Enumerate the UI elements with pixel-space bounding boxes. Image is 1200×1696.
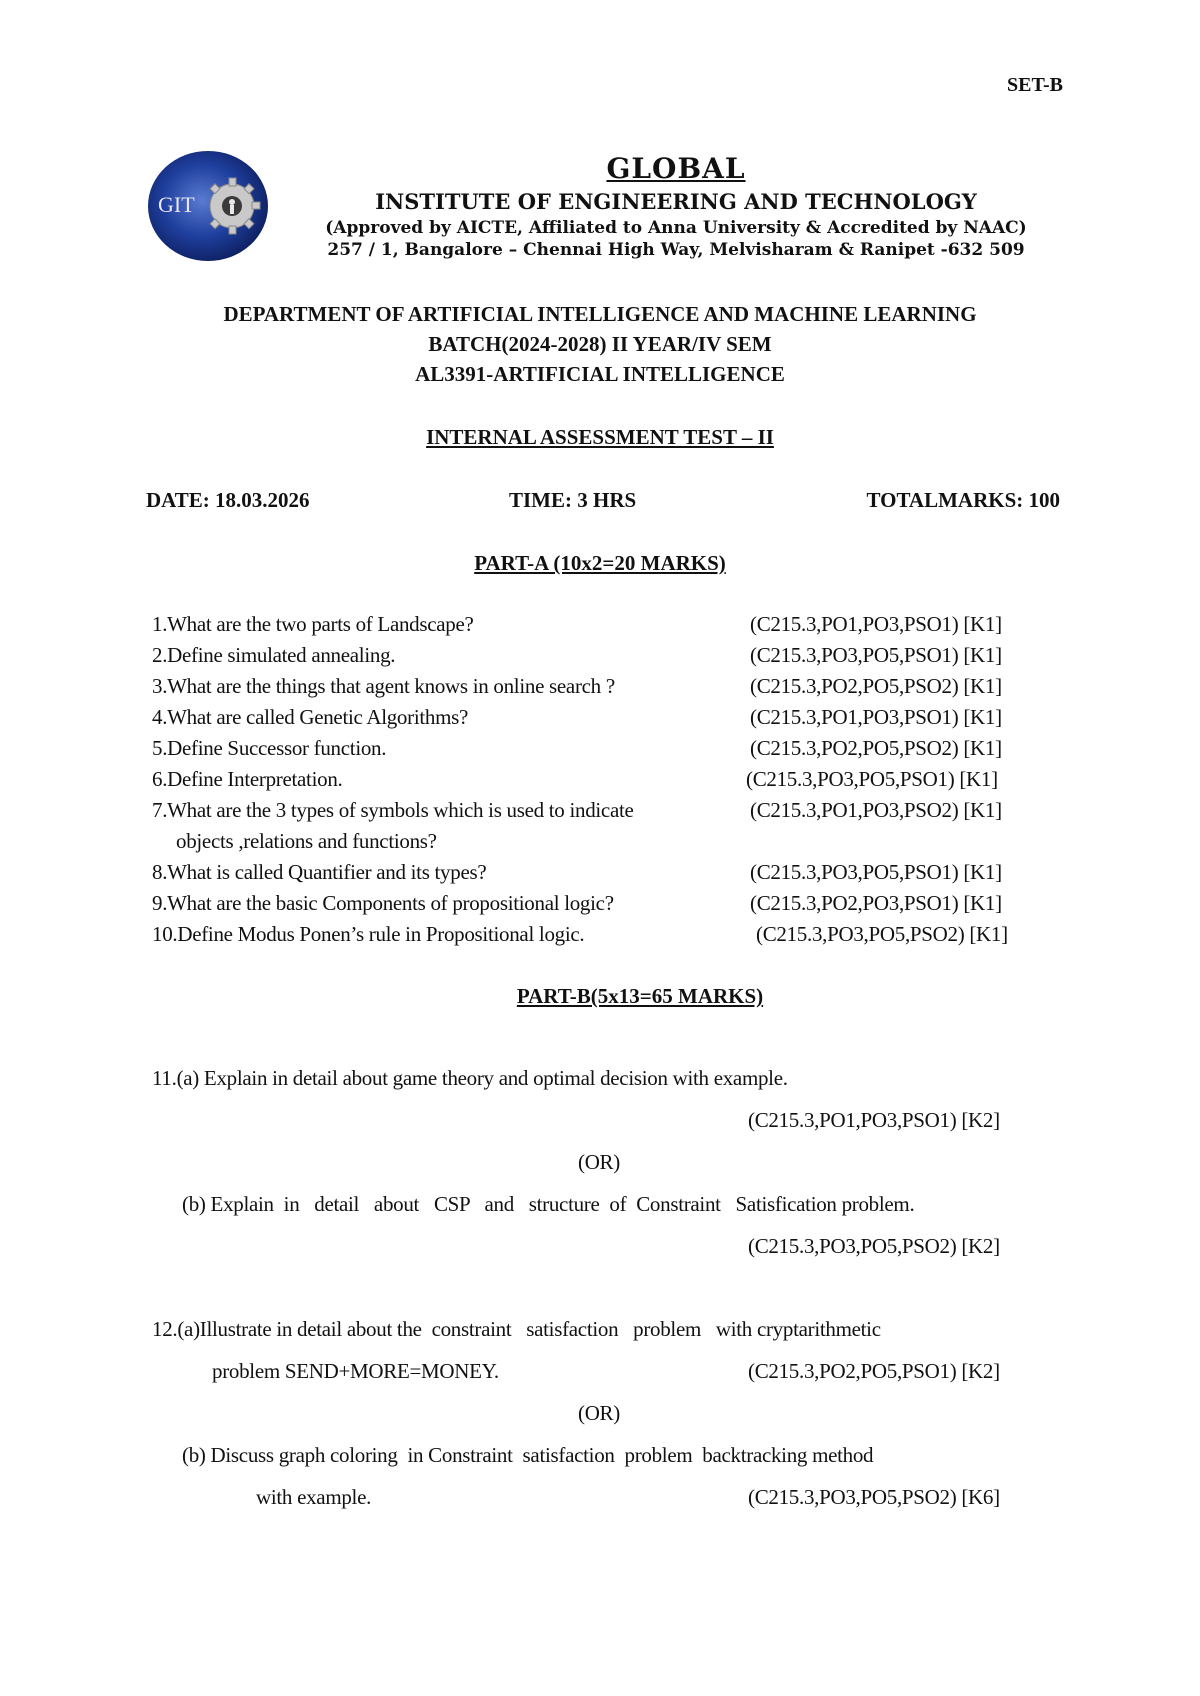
question-5: 5.Define Successor function. bbox=[152, 736, 387, 760]
institute-logo bbox=[148, 150, 272, 262]
question-8-code: (C215.3,PO3,PO5,PSO1) [K1] bbox=[750, 860, 1002, 884]
question-7: 7.What are the 3 types of symbols which is used to indicate bbox=[152, 798, 634, 822]
institute-full-name: INSTITUTE OF ENGINEERING AND TECHNOLOGY bbox=[375, 189, 977, 214]
question-1-code: (C215.3,PO1,PO3,PSO1) [K1] bbox=[750, 612, 1002, 636]
question-11a-code: (C215.3,PO1,PO3,PSO1) [K2] bbox=[748, 1108, 1000, 1132]
question-2-code: (C215.3,PO3,PO5,PSO1) [K1] bbox=[750, 643, 1002, 667]
question-11b-code: (C215.3,PO3,PO5,PSO2) [K2] bbox=[748, 1234, 1000, 1258]
question-11b: (b) Explain in detail about CSP and structure of Constraint Satisfication problem. bbox=[182, 1192, 915, 1216]
batch: BATCH(2024-2028) II YEAR/IV SEM bbox=[428, 332, 772, 356]
question-6-code: (C215.3,PO3,PO5,PSO1) [K1] bbox=[746, 767, 998, 791]
question-9-code: (C215.3,PO2,PO3,PSO1) [K1] bbox=[750, 891, 1002, 915]
question-12a-code: (C215.3,PO2,PO5,PSO1) [K2] bbox=[748, 1359, 1000, 1383]
institute-name: GLOBAL bbox=[606, 152, 746, 185]
question-12b-code: (C215.3,PO3,PO5,PSO2) [K6] bbox=[748, 1485, 1000, 1509]
question-10: 10.Define Modus Ponen’s rule in Propositional logic. bbox=[152, 922, 585, 946]
exam-info-row bbox=[146, 488, 1060, 516]
institute-approval: (Approved by AICTE, Affiliated to Anna University & Accredited by NAAC) bbox=[325, 218, 1027, 238]
question-4: 4.What are called Genetic Algorithms? bbox=[152, 705, 469, 729]
exam-time: TIME: 3 HRS bbox=[509, 488, 637, 512]
set-label: SET-B bbox=[1007, 74, 1063, 96]
question-12a: 12.(a)Illustrate in detail about the constraint satisfaction problem with cryptarithmetic bbox=[152, 1317, 881, 1341]
part-b-heading: PART-B(5x13=65 MARKS) bbox=[516, 984, 764, 1008]
institute-address: 257 / 1, Bangalore – Chennai High Way, Melvisharam & Ranipet -632 509 bbox=[327, 240, 1025, 260]
question-1: 1.What are the two parts of Landscape? bbox=[152, 612, 474, 636]
course: AL3391-ARTIFICIAL INTELLIGENCE bbox=[415, 362, 785, 386]
question-8: 8.What is called Quantifier and its types? bbox=[152, 860, 487, 884]
question-5-code: (C215.3,PO2,PO5,PSO2) [K1] bbox=[750, 736, 1002, 760]
or-separator-11: (OR) bbox=[578, 1150, 620, 1174]
question-2: 2.Define simulated annealing. bbox=[152, 643, 396, 667]
question-3-code: (C215.3,PO2,PO5,PSO2) [K1] bbox=[750, 674, 1002, 698]
question-10-code: (C215.3,PO3,PO5,PSO2) [K1] bbox=[756, 922, 1008, 946]
or-separator-12: (OR) bbox=[578, 1401, 620, 1425]
test-title: INTERNAL ASSESSMENT TEST – II bbox=[426, 425, 774, 449]
question-3: 3.What are the things that agent knows in online search ? bbox=[152, 674, 615, 698]
total-marks: TOTALMARKS: 100 bbox=[866, 488, 1060, 512]
question-12a-line2: problem SEND+MORE=MONEY. bbox=[212, 1359, 499, 1383]
institute-header bbox=[276, 152, 1076, 260]
question-6: 6.Define Interpretation. bbox=[152, 767, 343, 791]
question-12b-line2: with example. bbox=[256, 1485, 372, 1509]
part-a-heading: PART-A (10x2=20 MARKS) bbox=[474, 551, 726, 575]
question-11a: 11.(a) Explain in detail about game theory and optimal decision with example. bbox=[152, 1066, 788, 1090]
svg-text:GIT: GIT bbox=[158, 192, 195, 217]
question-7-code: (C215.3,PO1,PO3,PSO2) [K1] bbox=[750, 798, 1002, 822]
question-9: 9.What are the basic Components of propositional logic? bbox=[152, 891, 614, 915]
question-7-continuation: objects ,relations and functions? bbox=[176, 829, 437, 853]
department: DEPARTMENT OF ARTIFICIAL INTELLIGENCE AND MACHINE LEARNING bbox=[223, 302, 977, 326]
exam-date: DATE: 18.03.2026 bbox=[146, 488, 310, 512]
question-4-code: (C215.3,PO1,PO3,PSO1) [K1] bbox=[750, 705, 1002, 729]
question-12b: (b) Discuss graph coloring in Constraint satisfaction problem backtracking method bbox=[182, 1443, 874, 1467]
